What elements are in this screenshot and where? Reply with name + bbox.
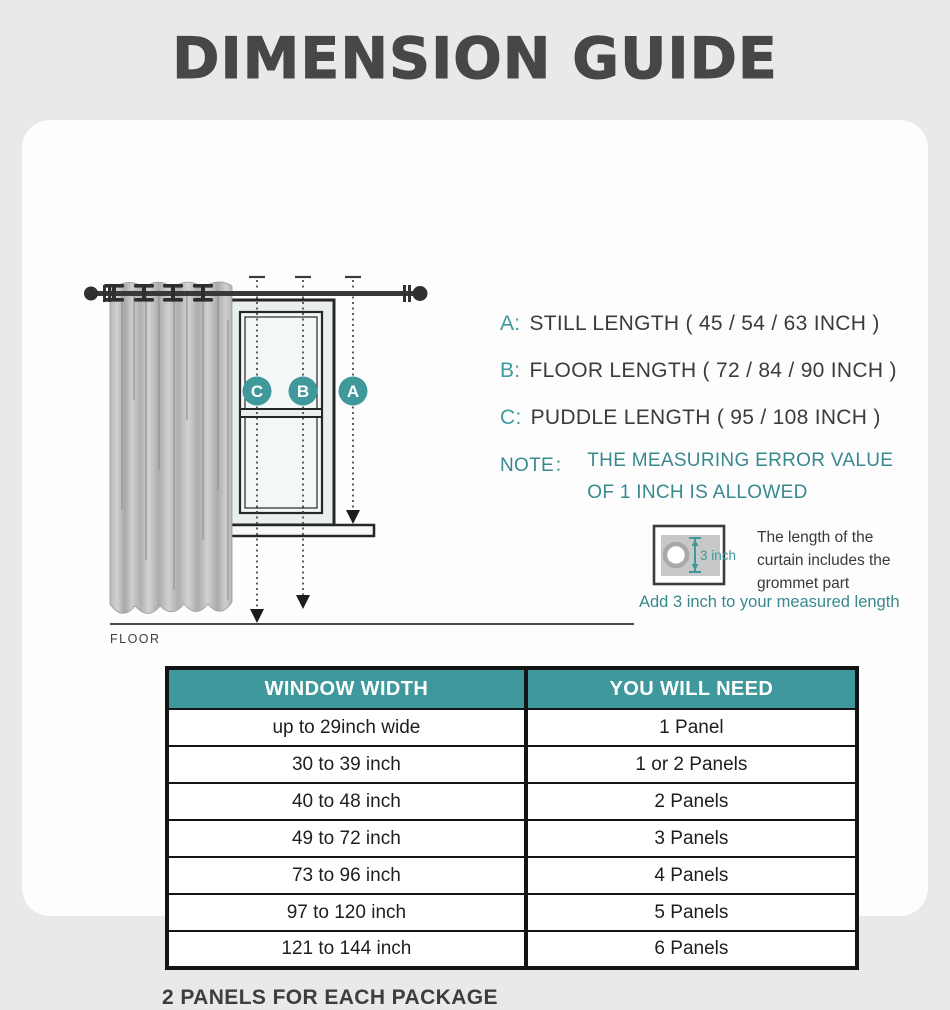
note-line-1: THE MEASURING ERROR VALUE	[587, 450, 894, 471]
cell-panels-needed: 5 Panels	[526, 894, 857, 931]
header-window-width: WINDOW WIDTH	[167, 668, 526, 709]
floor-label: FLOOR	[110, 632, 161, 646]
arrowhead-b	[296, 595, 310, 609]
grommet-hole-icon	[665, 544, 687, 566]
table-row	[167, 931, 857, 968]
measure-badges	[243, 377, 368, 406]
rod-finial-left	[84, 287, 98, 301]
length-line-a	[500, 300, 897, 347]
panel-size-table-wrap	[165, 666, 859, 970]
badge-a-label: A	[346, 382, 360, 401]
table-header-row	[167, 668, 857, 709]
grommet-tip: Add 3 inch to your measured length	[639, 593, 900, 611]
content-card	[22, 120, 928, 1009]
cell-panels-needed: 6 Panels	[526, 931, 857, 968]
table-row	[167, 709, 857, 746]
cell-window-width: 73 to 96 inch	[167, 857, 526, 894]
arrowhead-c	[250, 609, 264, 623]
cell-window-width: 40 to 48 inch	[167, 783, 526, 820]
length-text-a: STILL LENGTH ( 45 / 54 / 63 INCH )	[529, 311, 880, 335]
measuring-note	[500, 450, 893, 504]
badge-c-label: C	[250, 382, 264, 401]
cell-panels-needed: 2 Panels	[526, 783, 857, 820]
length-line-c	[500, 394, 897, 441]
three-inch-label: 3 inch	[700, 548, 737, 563]
cell-window-width: 49 to 72 inch	[167, 820, 526, 857]
length-key-b: B:	[500, 358, 521, 382]
length-key-c: C:	[500, 405, 522, 429]
length-line-b	[500, 347, 897, 394]
table-row	[167, 857, 857, 894]
cell-window-width: up to 29inch wide	[167, 709, 526, 746]
table-row	[167, 820, 857, 857]
curtain-illustration	[110, 282, 232, 614]
length-legend	[500, 300, 897, 441]
grommet-inset-diagram	[652, 524, 757, 586]
cell-panels-needed: 3 Panels	[526, 820, 857, 857]
package-note: 2 PANELS FOR EACH PACKAGE	[162, 986, 498, 1009]
cell-panels-needed: 1 Panel	[526, 709, 857, 746]
page-title: DIMENSION GUIDE	[172, 26, 778, 92]
header-you-will-need: YOU WILL NEED	[526, 668, 857, 709]
note-prefix: NOTE：	[500, 455, 574, 476]
table-row	[167, 746, 857, 783]
length-text-b: FLOOR LENGTH ( 72 / 84 / 90 INCH )	[529, 358, 897, 382]
cell-window-width: 97 to 120 inch	[167, 894, 526, 931]
rod-finial-right	[413, 286, 428, 301]
badge-b-label: B	[296, 382, 310, 401]
length-key-a: A:	[500, 311, 521, 335]
table-row	[167, 783, 857, 820]
window-sill	[228, 525, 374, 536]
cell-window-width: 121 to 144 inch	[167, 931, 526, 968]
table-row	[167, 894, 857, 931]
note-line-2: OF 1 INCH IS ALLOWED	[587, 482, 808, 503]
cell-panels-needed: 1 or 2 Panels	[526, 746, 857, 783]
cell-window-width: 30 to 39 inch	[167, 746, 526, 783]
cell-panels-needed: 4 Panels	[526, 857, 857, 894]
panel-size-table	[165, 666, 859, 970]
length-text-c: PUDDLE LENGTH ( 95 / 108 INCH )	[530, 405, 881, 429]
arrowhead-a	[346, 510, 360, 524]
grommet-description: The length of the curtain includes the grommet part	[757, 529, 891, 592]
window-illustration	[228, 300, 374, 536]
